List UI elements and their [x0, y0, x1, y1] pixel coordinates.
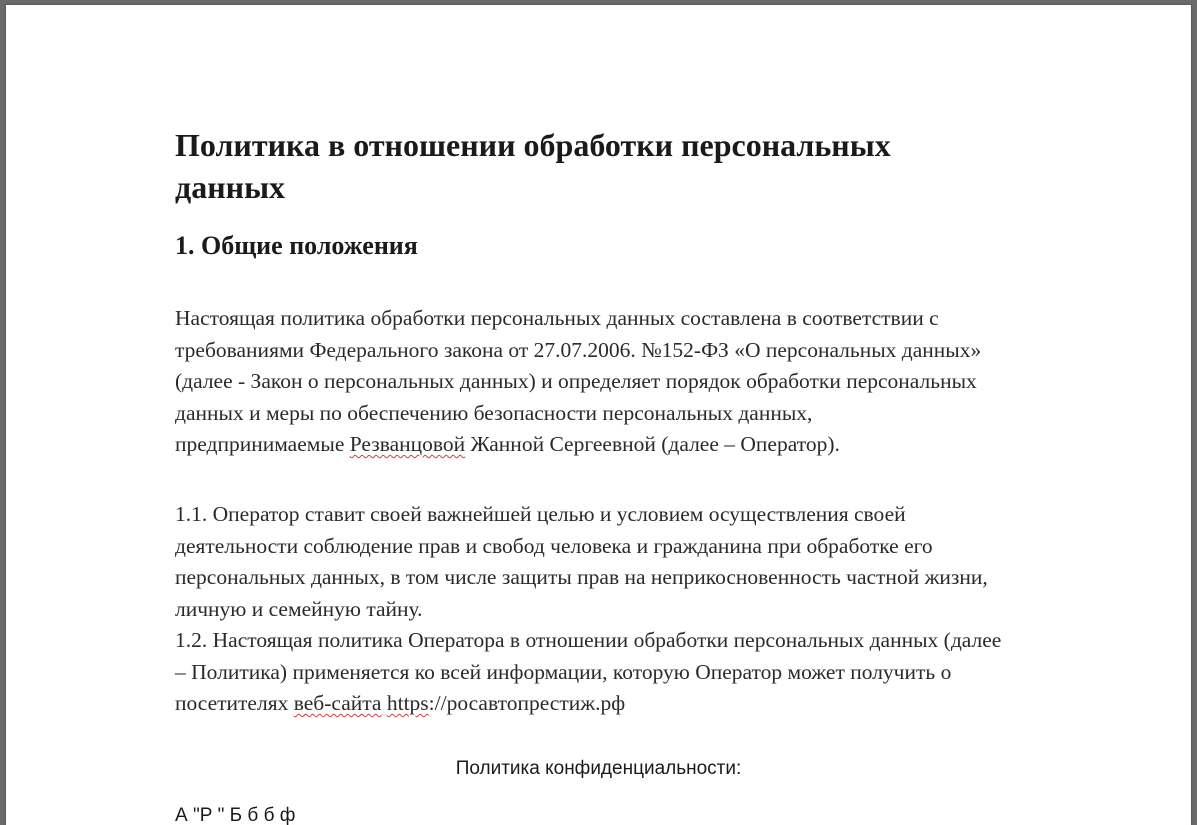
section-heading: 1. Общие положения [175, 231, 418, 260]
paragraph-line: персональных данных, в том числе защиты прав на неприкосновенность частной жизни, [175, 565, 988, 589]
paragraph-line: требованиями Федерального закона от 27.07.2006. №152-ФЗ «О персональных данных» [175, 337, 982, 362]
spellcheck-flagged-word[interactable]: Резванцовой [349, 432, 466, 456]
spellcheck-flagged-word[interactable]: https [386, 691, 429, 715]
paragraph-line: 1.2. Настоящая политика Оператора в отношении обработки персональных данных (далее [175, 628, 1002, 652]
paragraph-1-1 [175, 499, 1135, 625]
paragraph-line [175, 429, 1135, 461]
text-segment: Жанной Сергеевной (далее – Оператор). [465, 432, 840, 456]
paragraph-line [175, 688, 1135, 720]
document-page [6, 5, 1191, 825]
spellcheck-flagged-word[interactable]: веб-сайта [293, 691, 382, 715]
paragraph-line: Настоящая политика обработки персональных данных составлена в соответствии с [175, 306, 939, 330]
paragraph-line: – Политика) применяется ко всей информации, которую Оператор может получить о [175, 659, 952, 684]
text-segment: ://росавтопрестиж.рф [428, 691, 626, 715]
text-segment: посетителях [175, 691, 294, 715]
paragraph-1-2 [175, 625, 1135, 720]
title-line-1: Политика в отношении обработки персональных [175, 127, 891, 163]
text-segment: предпринимаемые [175, 432, 350, 456]
cutoff-text-line: А "Р " Б б б ф [175, 805, 296, 825]
title-line-2: данных [175, 169, 286, 205]
paragraph-line: данных и меры по обеспечению безопасности персональных данных, [175, 400, 813, 425]
page-title [175, 124, 1075, 208]
paragraph-line: 1.1. Оператор ставит своей важнейшей целью и условием осуществления своей [175, 502, 906, 526]
paragraph-line: (далее - Закон о персональных данных) и определяет порядок обработки персональных [175, 369, 977, 393]
privacy-policy-subtitle: Политика конфиденциальности: [455, 758, 742, 779]
paragraph-intro [175, 303, 1135, 461]
paragraph-line: деятельности соблюдение прав и свобод человека и гражданина при обработке его [175, 533, 933, 558]
paragraph-line: личную и семейную тайну. [175, 596, 423, 621]
